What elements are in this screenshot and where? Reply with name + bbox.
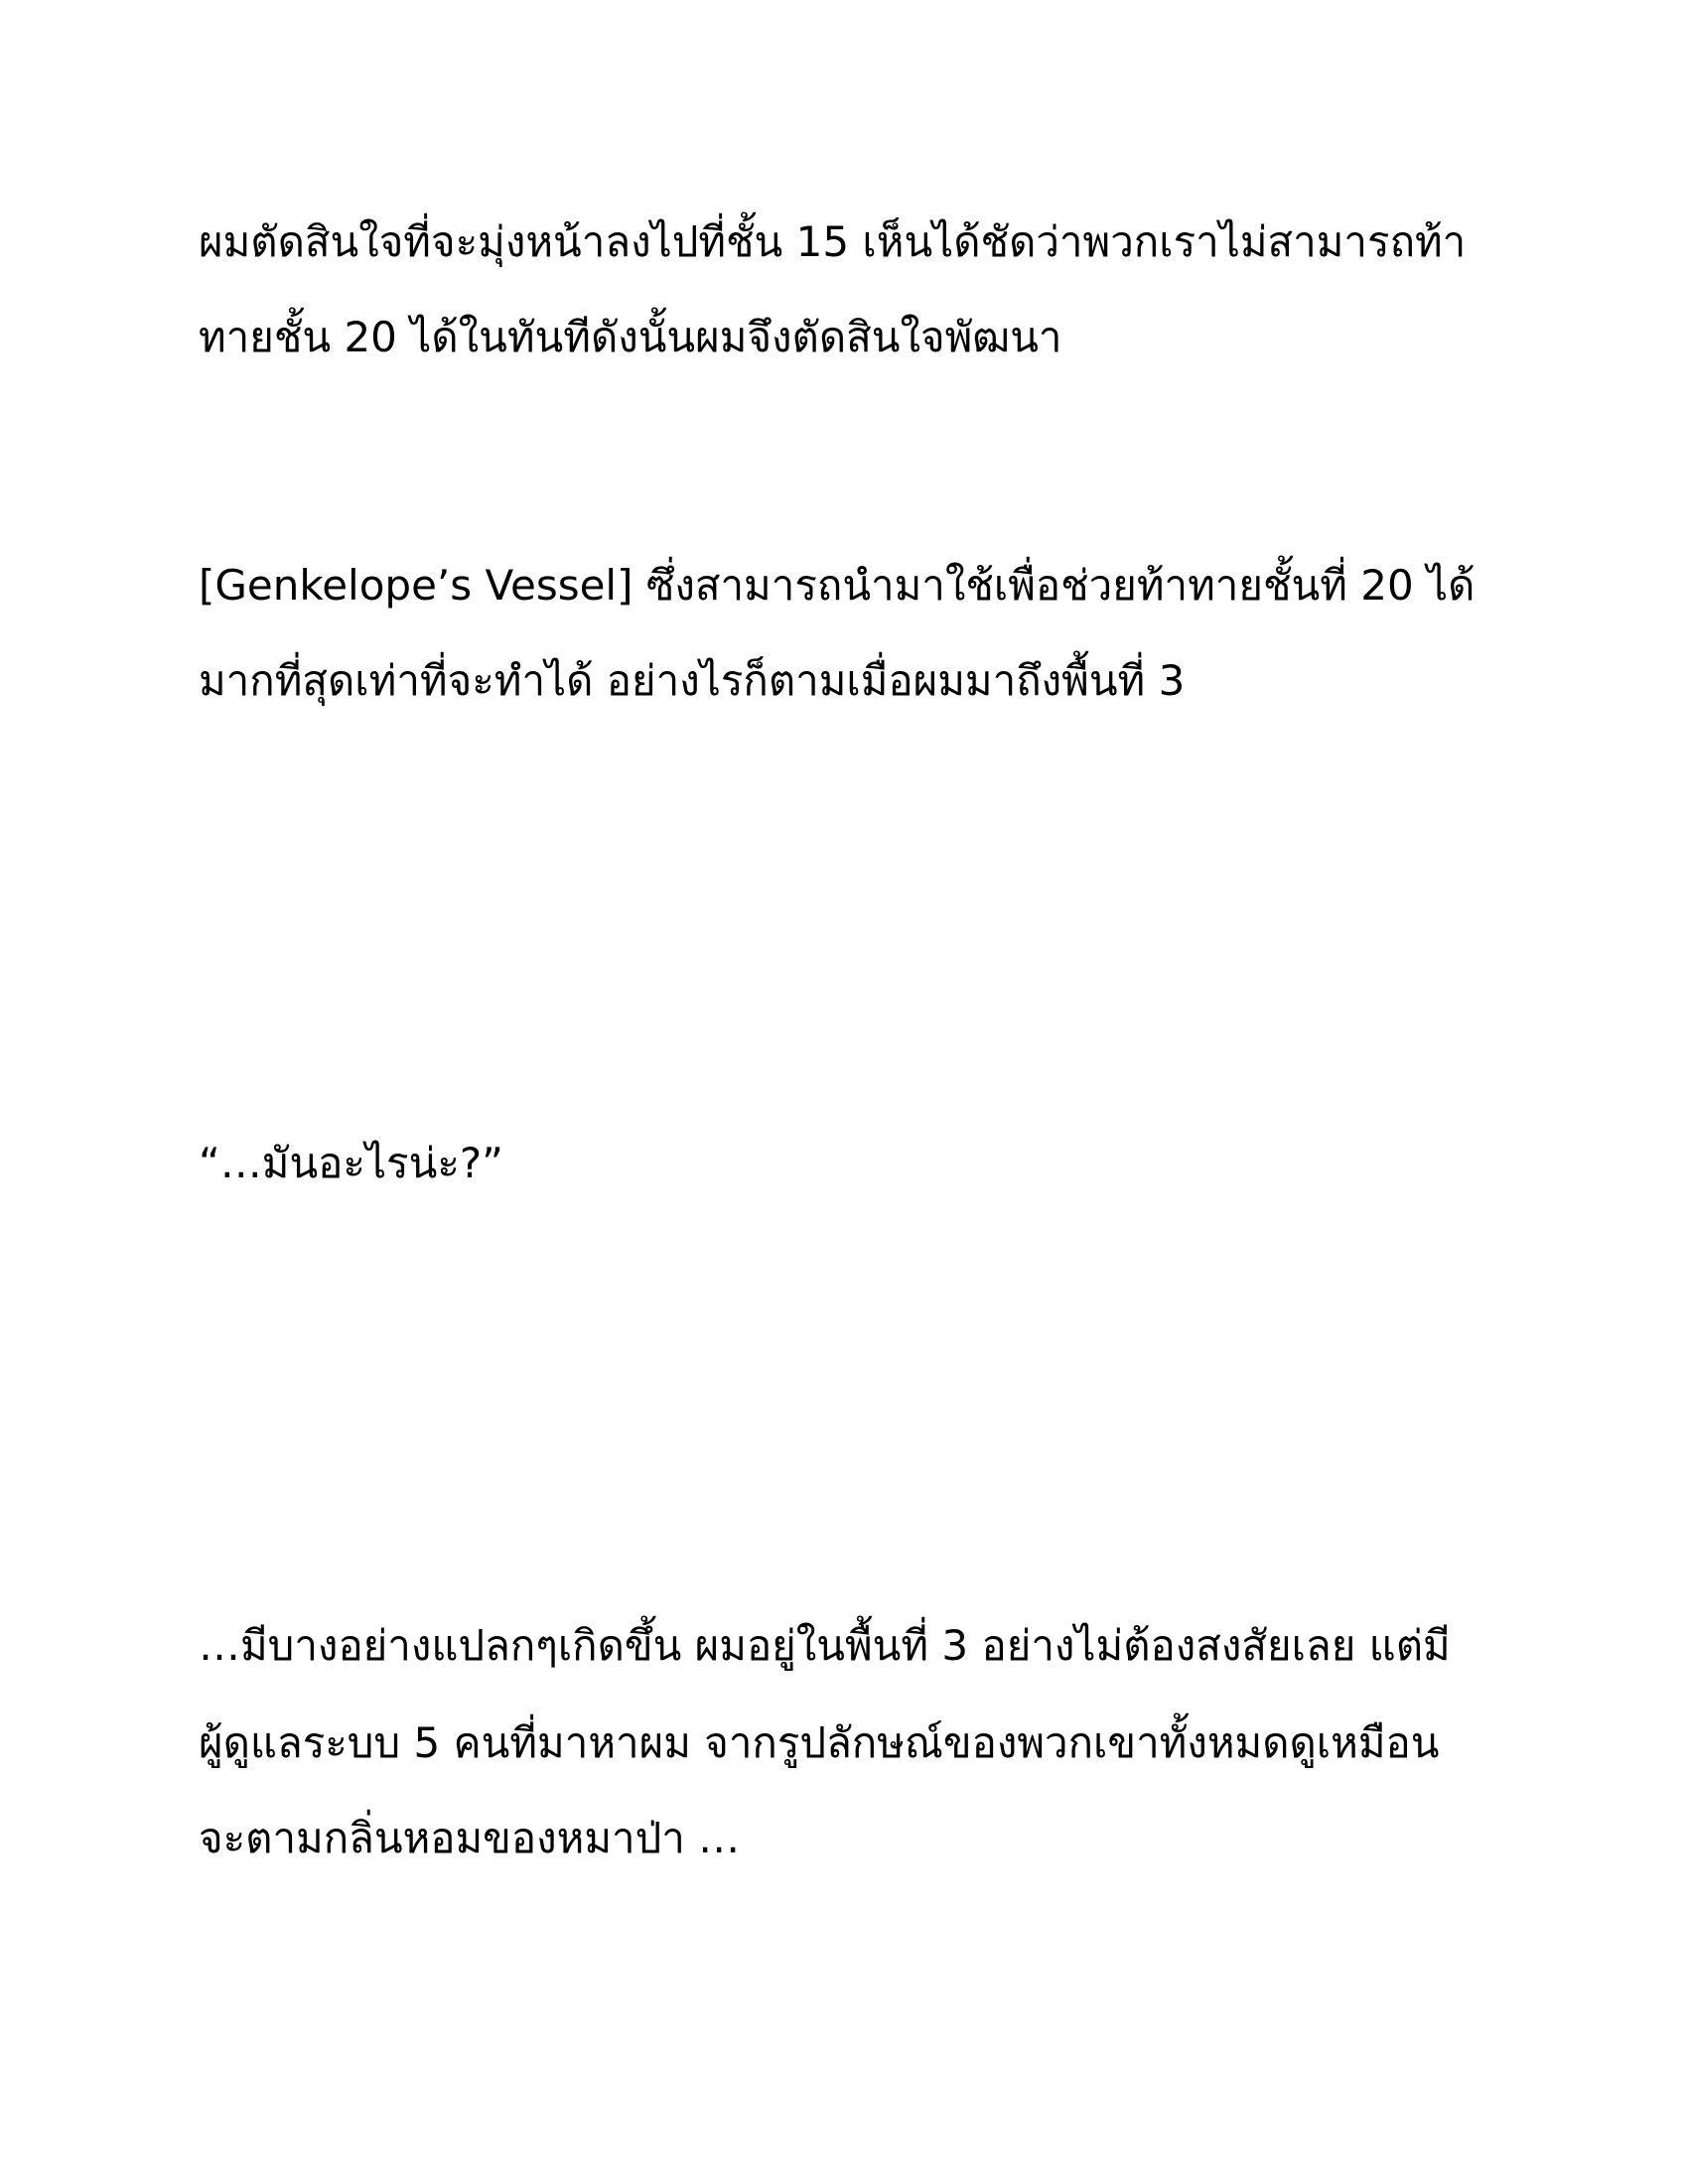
- text-line: มากที่สุดเท่าที่จะทำได้ อย่างไรก็ตามเมื่อผมมาถึงพื้นที่ 3: [199, 656, 1186, 705]
- text-line: [Genkelope’s Vessel] ซึ่งสามารถนำมาใช้เพื่อช่วยท้าทายชั้นที่ 20 ได้: [199, 561, 1476, 610]
- text-line: ผู้ดูแลระบบ 5 คนที่มาหาผม จากรูปลักษณ์ของพวกเขาทั้งหมดดูเหมือน: [199, 1718, 1440, 1767]
- text-line: …มีบางอย่างแปลกๆเกิดขึ้น ผมอยู่ในพื้นที่ 3 อย่างไม่ต้องสงสัยเลย แต่มี: [199, 1621, 1451, 1670]
- text-line: ผมตัดสินใจที่จะมุ่งหน้าลงไปที่ชั้น 15 เห็นได้ชัดว่าพวกเราไม่สามารถท้า: [199, 217, 1467, 266]
- text-line: จะตามกลิ่นหอมของหมาป่า …: [199, 1814, 741, 1862]
- dialogue-line: “…มันอะไรน่ะ?”: [199, 1139, 503, 1187]
- text-line: ทายชั้น 20 ได้ในทันทีดังนั้นผมจึงตัดสินใจพัฒนา: [199, 313, 1062, 361]
